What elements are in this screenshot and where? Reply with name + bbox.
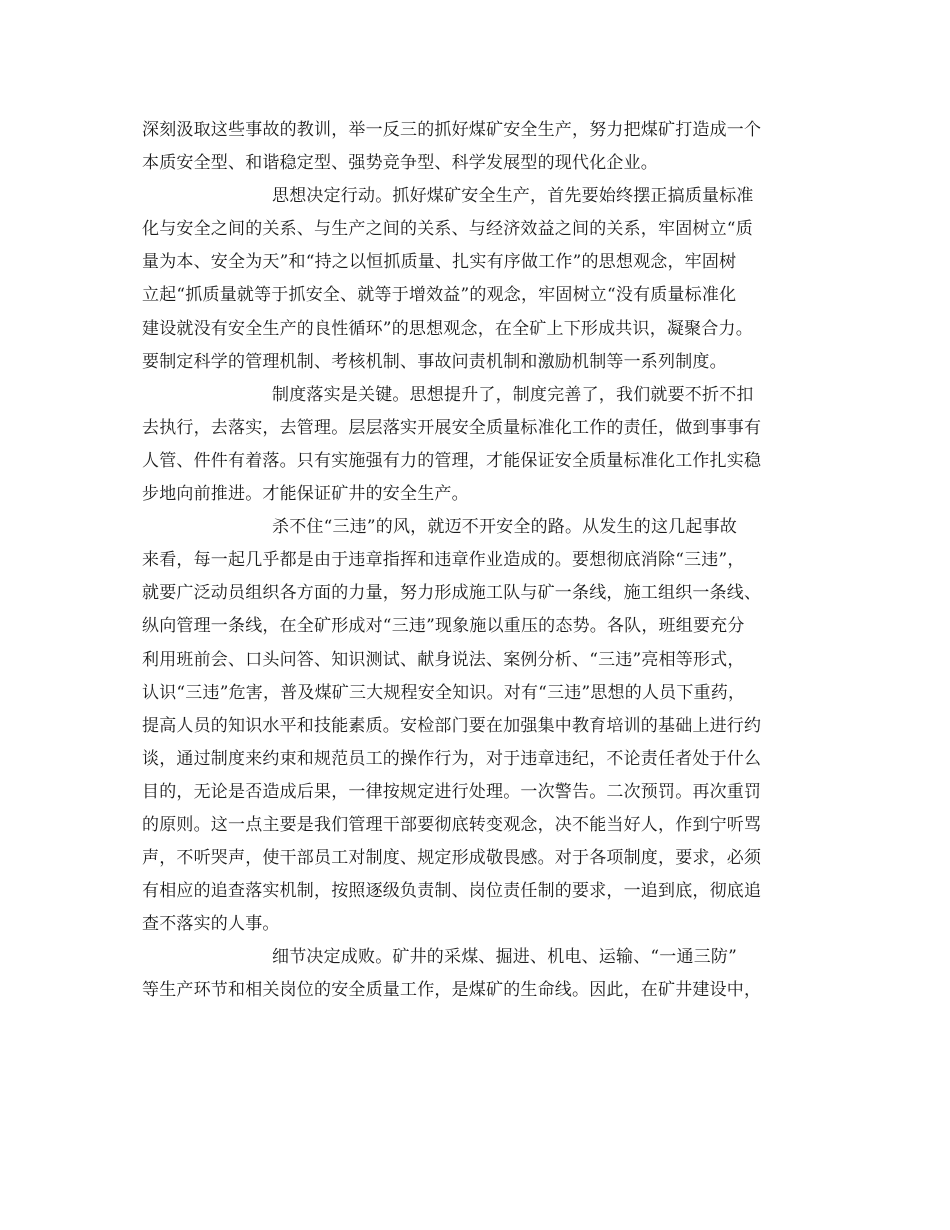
text-line: 提高人员的知识水平和技能素质。安检部门要在加强集中教育培训的基础上进行约 [142,715,762,736]
text-line: 声，不听哭声，使干部员工对制度、规定形成敬畏感。对于各项制度，要求，必须 [142,848,762,869]
text-line: 立起“抓质量就等于抓安全、就等于增效益”的观念，牢固树立“没有质量标准化 [142,285,737,306]
text-line: 建设就没有安全生产的良性循环”的思想观念，在全矿上下形成共识，凝聚合力。 [142,318,753,339]
text-line: 等生产环节和相关岗位的安全质量工作，是煤矿的生命线。因此，在矿井建设中， [142,980,762,1001]
text-line: 杀不住“三违”的风，就迈不开安全的路。从发生的这几起事故 [272,517,737,538]
text-line: 查不落实的人事。 [142,914,280,935]
text-line: 谈，通过制度来约束和规范员工的操作行为，对于违章违纪，不论责任者处于什么 [142,748,762,769]
text-line: 化与安全之间的关系、与生产之间的关系、与经济效益之间的关系，牢固树立“质 [142,219,753,240]
text-line: 本质安全型、和谐稳定型、强势竞争型、科学发展型的现代化企业。 [142,153,658,174]
text-line: 就要广泛动员组织各方面的力量，努力形成施工队与矿一条线，施工组织一条线、 [142,583,762,604]
text-line: 步地向前推进。才能保证矿井的安全生产。 [142,484,469,505]
paragraph [142,511,817,941]
text-line: 量为本、安全为天”和“持之以恒抓质量、扎实有序做工作”的思想观念，牢固树 [142,252,737,273]
paragraph [142,114,817,180]
text-line: 认识“三违”危害，普及煤矿三大规程安全知识。对有“三违”思想的人员下重药， [142,682,746,703]
text-line: 人管、件件有着落。只有实施强有力的管理，才能保证安全质量标准化工作扎实稳 [142,450,762,471]
paragraph [142,180,817,379]
paragraph [142,379,817,511]
text-line: 目的，无论是否造成后果，一律按规定进行处理。一次警告。二次预罚。再次重罚 [142,781,762,802]
text-line: 纵向管理一条线，在全矿形成对“三违”现象施以重压的态势。各队，班组要充分 [142,616,745,637]
text-line: 深刻汲取这些事故的教训，举一反三的抓好煤矿安全生产，努力把煤矿打造成一个 [142,120,762,140]
text-line: 要制定科学的管理机制、考核机制、事故问责机制和激励机制等一系列制度。 [142,351,727,372]
text-line: 有相应的追查落实机制，按照逐级负责制、岗位责任制的要求，一追到底，彻底追 [142,881,762,902]
text-line: 的原则。这一点主要是我们管理干部要彻底转变观念，决不能当好人，作到宁听骂 [142,814,762,835]
paragraph [142,941,817,1007]
text-line: 来看，每一起几乎都是由于违章指挥和违章作业造成的。要想彻底消除“三违”， [142,550,745,571]
text-line: 利用班前会、口头问答、知识测试、献身说法、案例分析、“三违”亮相等形式， [142,649,745,670]
text-line: 制度落实是关键。思想提升了，制度完善了，我们就要不折不扣 [272,384,754,405]
text-line: 思想决定行动。抓好煤矿安全生产，首先要始终摆正搞质量标准 [272,186,754,207]
text-line: 细节决定成败。矿井的采煤、掘进、机电、运输、“一通三防” [272,947,737,968]
text-line: 去执行，去落实，去管理。层层落实开展安全质量标准化工作的责任，做到事事有 [142,417,762,438]
document-body [142,114,817,1008]
